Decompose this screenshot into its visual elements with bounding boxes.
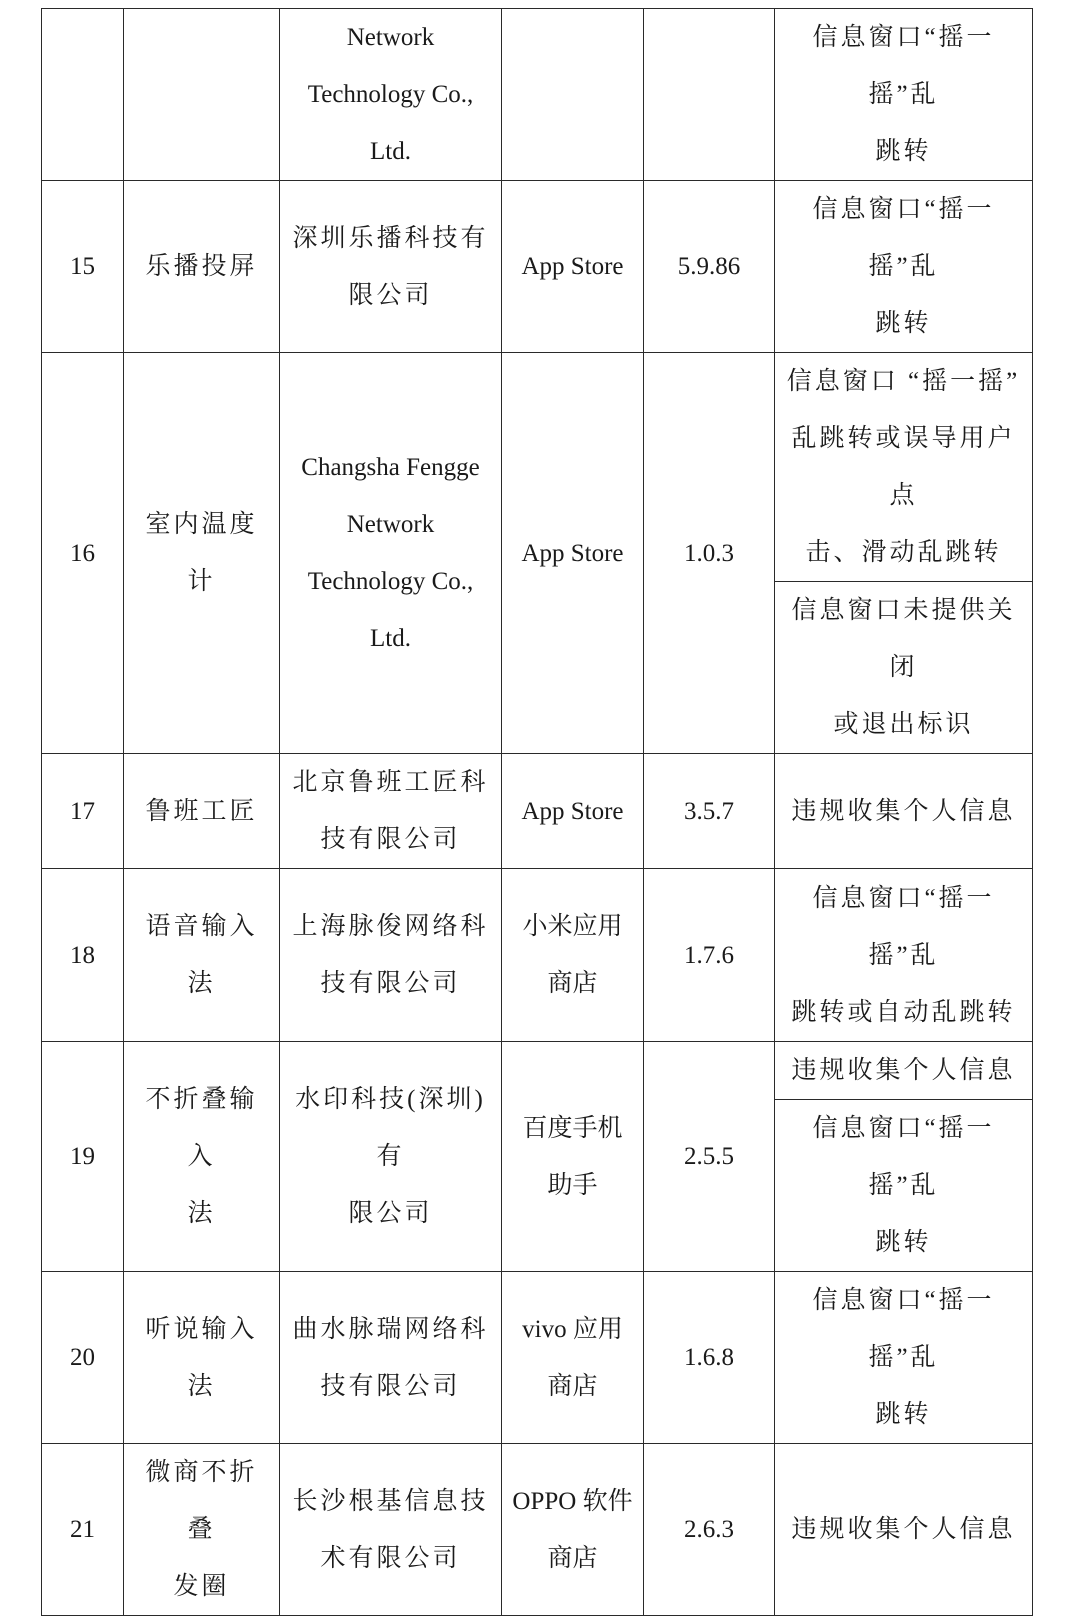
app-store-line: 商店 (547, 970, 598, 997)
app-store (502, 353, 644, 754)
issue-description-line: 信息窗口 “摇一摇” (786, 368, 1021, 395)
app-store-line: OPPO 软件 (512, 1487, 633, 1515)
issue-description-line: 跳转 (875, 138, 932, 165)
developer-name-line: 水印科技(深圳)有 (295, 1086, 486, 1170)
developer-name-line: 限公司 (348, 1200, 433, 1227)
issue-description (775, 754, 1033, 869)
app-name-line: 发圈 (173, 1573, 230, 1600)
row-number: 17 (42, 754, 124, 869)
app-name (124, 754, 280, 869)
table-row (42, 1272, 1033, 1444)
issue-description-line: 违规收集个人信息 (791, 1516, 1016, 1543)
table-row (42, 353, 1033, 582)
developer-name (280, 9, 502, 181)
app-version: 2.5.5 (644, 1042, 775, 1272)
issue-description-line: 跳转 (875, 310, 932, 337)
app-store-line: vivo 应用 (522, 1315, 623, 1343)
developer-name (280, 353, 502, 754)
issue-description-line: 跳转 (875, 1401, 932, 1428)
app-name (124, 1042, 280, 1272)
app-version: 3.5.7 (644, 754, 775, 869)
app-store (502, 181, 644, 353)
issue-description-line: 信息窗口“摇一摇”乱 (812, 196, 995, 280)
app-store-line: App Store (521, 797, 624, 825)
app-store (502, 754, 644, 869)
developer-name-line: 术有限公司 (320, 1544, 461, 1572)
row-number: 20 (42, 1272, 124, 1444)
app-name-line: 室内温度计 (145, 511, 258, 595)
issue-description-line: 信息窗口未提供关闭 (791, 597, 1016, 681)
developer-name-line: 深圳乐播科技有 (292, 224, 489, 252)
issue-description-line: 信息窗口“摇一摇”乱 (812, 1115, 995, 1199)
issue-description (775, 582, 1033, 754)
developer-name-line: Ltd. (370, 138, 411, 165)
developer-name-line: 技有限公司 (320, 1372, 461, 1400)
row-number: 21 (42, 1444, 124, 1616)
developer-name-line: 上海脉俊网络科 (292, 913, 489, 940)
app-name-line: 语音输入法 (145, 913, 258, 997)
app-store (502, 1042, 644, 1272)
issue-description-line: 跳转或自动乱跳转 (791, 998, 1016, 1026)
developer-name-line: Technology Co., (307, 568, 474, 595)
developer-name-line: 技有限公司 (320, 970, 461, 997)
app-store-line: 商店 (547, 1544, 598, 1572)
app-store-line: App Store (521, 253, 624, 280)
developer-name-line: Ltd. (370, 625, 411, 652)
app-store-line: App Store (521, 539, 624, 567)
developer-name-line: 北京鲁班工匠科 (292, 769, 489, 796)
app-version: 1.7.6 (644, 869, 775, 1042)
developer-name (280, 869, 502, 1042)
issue-description (775, 1444, 1033, 1616)
issue-description (775, 353, 1033, 582)
developer-name-line: 曲水脉瑞网络科 (292, 1315, 489, 1343)
app-store (502, 9, 644, 181)
issue-description-line: 击、滑动乱跳转 (805, 539, 1002, 566)
app-violation-table (41, 8, 1033, 1616)
developer-name-line: 技有限公司 (320, 826, 461, 853)
app-name-line: 听说输入法 (145, 1315, 258, 1400)
app-name-line: 鲁班工匠 (145, 797, 258, 825)
issue-description-line: 跳转 (875, 1229, 932, 1256)
row-number: 16 (42, 353, 124, 754)
issue-description-line: 违规收集个人信息 (791, 797, 1016, 825)
developer-name (280, 1042, 502, 1272)
app-name (124, 1444, 280, 1616)
app-store-line: 助手 (547, 1171, 598, 1199)
issue-description-line: 信息窗口“摇一摇”乱 (812, 1287, 995, 1371)
issue-description (775, 1100, 1033, 1272)
developer-name-line: Network (346, 511, 435, 538)
app-name (124, 353, 280, 754)
developer-name (280, 754, 502, 869)
app-name-line: 不折叠输入 (145, 1086, 258, 1170)
issue-description (775, 181, 1033, 353)
app-name-line: 微商不折叠 (145, 1459, 258, 1543)
row-number (42, 9, 124, 181)
developer-name (280, 1272, 502, 1444)
table-row (42, 1444, 1033, 1616)
table-row (42, 754, 1033, 869)
issue-description-line: 信息窗口“摇一摇”乱 (812, 24, 995, 108)
issue-description (775, 9, 1033, 181)
developer-name (280, 1444, 502, 1616)
app-store-line: 小米应用 (522, 913, 623, 940)
app-version: 5.9.86 (644, 181, 775, 353)
app-store (502, 1444, 644, 1616)
issue-description-line: 乱跳转或误导用户点 (791, 425, 1016, 509)
app-store-line: 百度手机 (522, 1114, 623, 1142)
app-version: 1.6.8 (644, 1272, 775, 1444)
app-name (124, 1272, 280, 1444)
app-version (644, 9, 775, 181)
issue-description-line: 违规收集个人信息 (791, 1057, 1016, 1084)
developer-name-line: 限公司 (348, 281, 433, 309)
table-body (42, 9, 1033, 1616)
table-row (42, 9, 1033, 181)
app-name-line: 法 (187, 1200, 216, 1227)
app-name (124, 9, 280, 181)
issue-description (775, 869, 1033, 1042)
developer-name-line: Technology Co., (307, 81, 474, 108)
app-version: 2.6.3 (644, 1444, 775, 1616)
row-number: 19 (42, 1042, 124, 1272)
issue-description (775, 1042, 1033, 1100)
table-row (42, 181, 1033, 353)
table-row (42, 869, 1033, 1042)
issue-description (775, 1272, 1033, 1444)
app-store-line: 商店 (547, 1372, 598, 1400)
developer-name-line: Changsha Fengge (301, 454, 480, 481)
app-store (502, 869, 644, 1042)
app-name (124, 869, 280, 1042)
developer-name-line: Network (346, 24, 435, 51)
issue-description-line: 信息窗口“摇一摇”乱 (812, 884, 995, 969)
row-number: 15 (42, 181, 124, 353)
developer-name-line: 长沙根基信息技 (292, 1487, 489, 1515)
row-number: 18 (42, 869, 124, 1042)
app-name-line: 乐播投屏 (145, 253, 258, 280)
developer-name (280, 181, 502, 353)
app-store (502, 1272, 644, 1444)
app-version: 1.0.3 (644, 353, 775, 754)
app-name (124, 181, 280, 353)
issue-description-line: 或退出标识 (833, 711, 974, 738)
table-row (42, 1042, 1033, 1100)
